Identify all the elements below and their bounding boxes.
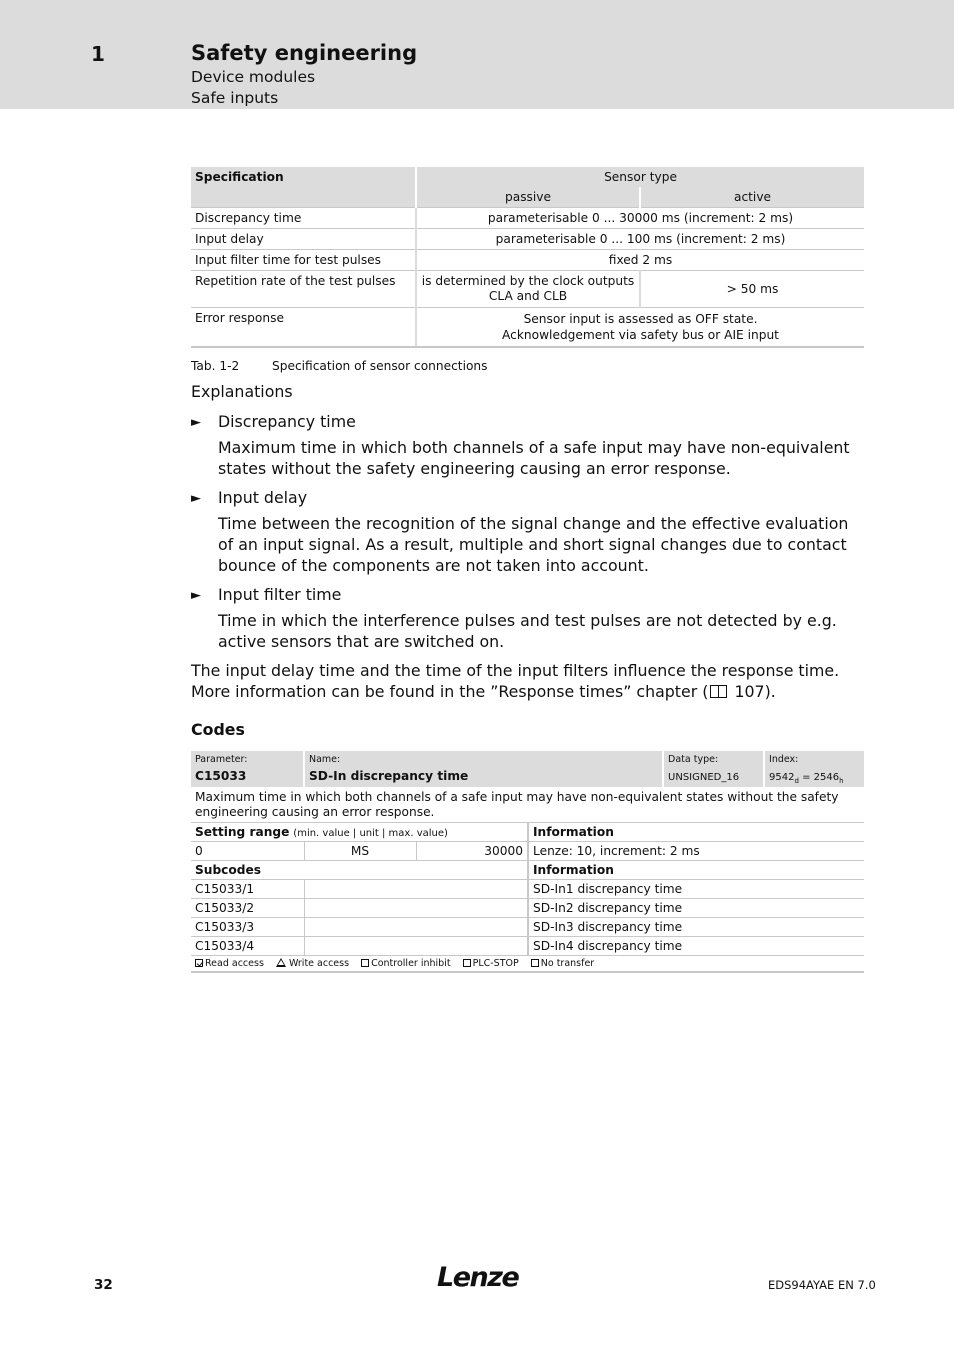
information-header: Information [528,823,864,842]
checkbox-checked-icon [195,959,203,967]
explanation-description: Time in which the interference pulses and test pulses are not detected by e.g. active sensors that are switched on. [218,611,837,651]
subsection-title: Safe inputs [191,89,279,107]
warning-icon [276,958,286,967]
table-row: C15033/2 SD-In2 discrepancy time [191,899,864,918]
spec-col-sensor-type: Sensor type [416,167,864,187]
dtype-label: Data type: [668,754,719,765]
access-legend: Read access Write access Controller inhibit PLC-STOP No transfer [191,956,864,973]
chapter-number: 1 [91,42,105,66]
checkbox-empty-icon [463,959,471,967]
codes-heading: Codes [191,720,245,739]
table-row: C15033/1 SD-In1 discrepancy time [191,880,864,899]
page-number: 32 [94,1277,113,1293]
bullet-arrow-icon: ► [191,588,201,603]
dtype-value: UNSIGNED_16 [668,772,740,783]
section-title: Device modules [191,68,316,86]
index-label: Index: [769,754,799,765]
table-row: Discrepancy time parameterisable 0 ... 30000 ms (increment: 2 ms) [191,208,864,229]
range-info: Lenze: 10, increment: 2 ms [528,842,864,861]
bullet-arrow-icon: ► [191,491,201,506]
page-reference-link[interactable]: 107). [734,682,776,701]
table-row: Error response Sensor input is assessed as OFF state. Acknowledgement via safety bus or AIE input [191,308,864,348]
spec-col-passive: passive [416,187,640,208]
book-icon [710,685,727,698]
table-row: C15033/4 SD-In4 discrepancy time [191,937,864,956]
param-label: Parameter: [195,754,248,765]
name-value: SD-In discrepancy time [309,769,469,783]
code-description: Maximum time in which both channels of a safe input may have non-equivalent states without the safety engineering causing an error response. [191,787,864,823]
table-caption-number: Tab. 1-2 [191,359,240,373]
response-time-paragraph: The input delay time and the time of the input filters influence the response time. More information can be found in the ”Response times” chapter ( 107). [191,661,840,701]
spec-col-active: active [640,187,864,208]
checkbox-empty-icon [531,959,539,967]
document-id: EDS94AYAE EN 7.0 [768,1278,876,1292]
explanation-description: Time between the recognition of the signal change and the effective evaluation of an input signal. As a result, multiple and short signal changes due to contact bounce of the components are not taken into account. [218,514,849,575]
table-row: Repetition rate of the test pulses is determined by the clock outputs CLA and CLB > 50 ms [191,271,864,308]
range-min: 0 [191,842,304,861]
bullet-arrow-icon: ► [191,415,201,430]
explanation-term: Input filter time [218,585,342,604]
name-label: Name: [309,754,341,765]
explanation-term: Discrepancy time [218,412,356,431]
param-value: C15033 [195,769,247,783]
table-row [191,842,864,861]
explanation-description: Maximum time in which both channels of a safe input may have non-equivalent states without the safety engineering causing an error response. [218,438,850,478]
subcodes-information-header: Information [528,861,864,880]
lenze-logo: Lenze [437,1262,519,1293]
chapter-title: Safety engineering [191,41,418,65]
table-row: C15033/3 SD-In3 discrepancy time [191,918,864,937]
range-max: 30000 [416,842,528,861]
spec-col-specification: Specification [191,167,416,208]
index-value: $9542_d = 2546_h$ [769,772,844,785]
explanations-heading: Explanations [191,382,293,401]
subcodes-header: Subcodes [191,861,528,880]
explanation-term: Input delay [218,488,308,507]
codes-table [191,751,864,973]
table-row: Input delay parameterisable 0 ... 100 ms (increment: 2 ms) [191,229,864,250]
checkbox-empty-icon [361,959,369,967]
header-band [0,0,954,109]
spec-table [191,167,864,348]
table-row: Input filter time for test pulses fixed 2 ms [191,250,864,271]
setting-range-header: Setting range (min. value | unit | max. value) [191,823,528,842]
range-unit: MS [304,842,416,861]
table-caption-text: Specification of sensor connections [272,359,488,373]
